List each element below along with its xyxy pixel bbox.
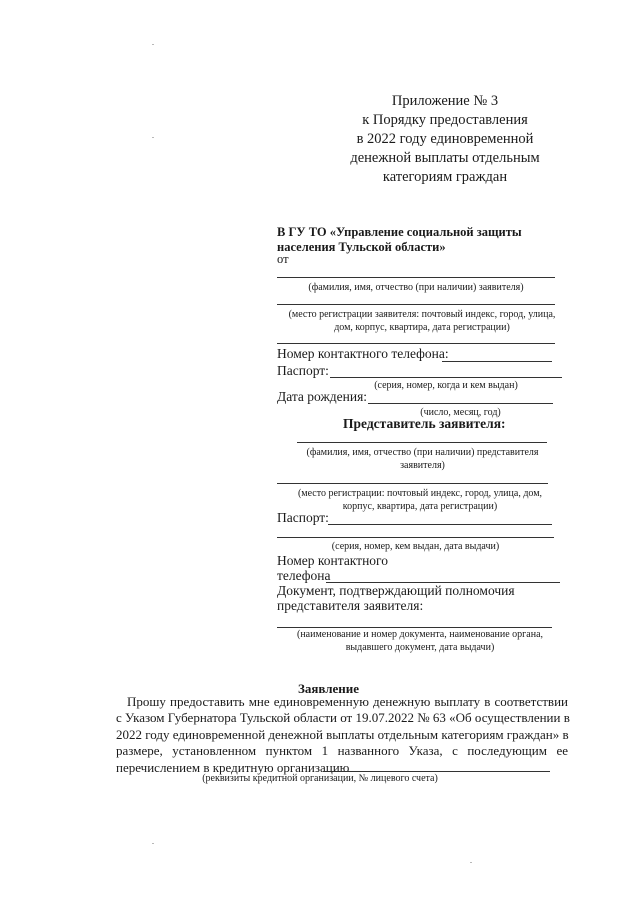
representative-doc-caption-2: выдавшего документ, дата выдачи) [345,642,495,653]
from-label: от [277,252,289,266]
representative-fio-field[interactable] [297,442,547,443]
appendix-line: Приложение № 3 [391,93,499,109]
applicant-registration-caption-2: дом, корпус, квартира, дата регистрации) [334,322,510,333]
scan-speck [152,137,154,138]
statement-line: Прошу предоставить мне единовременную денежную выплату в соответствии [127,694,568,709]
appendix-header [330,92,560,187]
scan-speck [470,862,472,863]
applicant-birth-field[interactable] [368,403,553,404]
representative-registration-field[interactable] [277,483,548,484]
applicant-phone-field[interactable] [442,361,552,362]
statement-title: Заявление [298,681,360,696]
applicant-fio-caption: (фамилия, имя, отчество (при наличии) заявителя) [308,282,524,293]
appendix-line: в 2022 году единовременной [356,131,534,147]
scan-speck [152,44,154,45]
representative-passport-field-2[interactable] [277,537,554,538]
representative-phone-label-1: Номер контактного [277,553,389,568]
applicant-fio-field[interactable] [277,277,555,278]
applicant-birth-label: Дата рождения: [277,389,368,404]
bank-details-caption: (реквизиты кредитной организации, № лицевого счета) [202,773,438,784]
applicant-registration-field[interactable] [277,304,555,305]
addressee-line-2: населения Тульской области» [277,240,446,254]
addressee-line-1: В ГУ ТО «Управление социальной защиты [277,225,522,239]
applicant-passport-field[interactable] [330,377,562,378]
applicant-phone-label: Номер контактного телефона: [277,346,449,361]
applicant-birth-caption: (число, месяц, год) [420,407,501,418]
statement-body-2 [116,710,568,776]
representative-passport-label: Паспорт: [277,510,329,525]
applicant-registration-field-2[interactable] [277,343,555,344]
appendix-line: денежной выплаты отдельным [350,150,540,166]
scan-speck [152,843,154,844]
appendix-line: категориям граждан [382,169,508,185]
representative-fio-caption-1: (фамилия, имя, отчество (при наличии) представителя [306,447,539,458]
applicant-passport-caption: (серия, номер, когда и кем выдан) [374,380,518,391]
representative-phone-label-2: телефона [277,568,331,583]
statement-line: размере, установленном пунктом 1 названного Указа, с последующим ее [116,743,568,758]
representative-passport-caption: (серия, номер, кем выдан, дата выдачи) [331,541,500,552]
representative-registration-caption-1: (место регистрации: почтовый индекс, город, улица, дом, [297,488,543,499]
statement-line: перечислением в кредитную организацию [116,759,350,775]
representative-doc-label-2: представителя заявителя: [277,598,424,613]
representative-doc-label-1: Документ, подтверждающий полномочия [277,583,515,598]
representative-fio-caption-2: заявителя) [400,460,445,471]
representative-doc-caption-1: (наименование и номер документа, наименование органа, [296,629,544,640]
appendix-line: к Порядку предоставления [362,112,528,128]
representative-heading: Представитель заявителя: [343,416,506,431]
applicant-passport-label: Паспорт: [277,363,329,378]
representative-passport-field[interactable] [328,524,552,525]
statement-line: с Указом Губернатора Тульской области от 19.07.2022 № 63 «Об осуществлении в [116,710,570,725]
representative-registration-caption-2: корпус, квартира, дата регистрации) [342,501,498,512]
applicant-registration-caption-1: (место регистрации заявителя: почтовый индекс, город, улица, [288,309,556,320]
statement-body [116,694,568,711]
statement-line: 2022 году единовременной денежной выплаты отдельным категориям граждан» в [116,726,569,742]
